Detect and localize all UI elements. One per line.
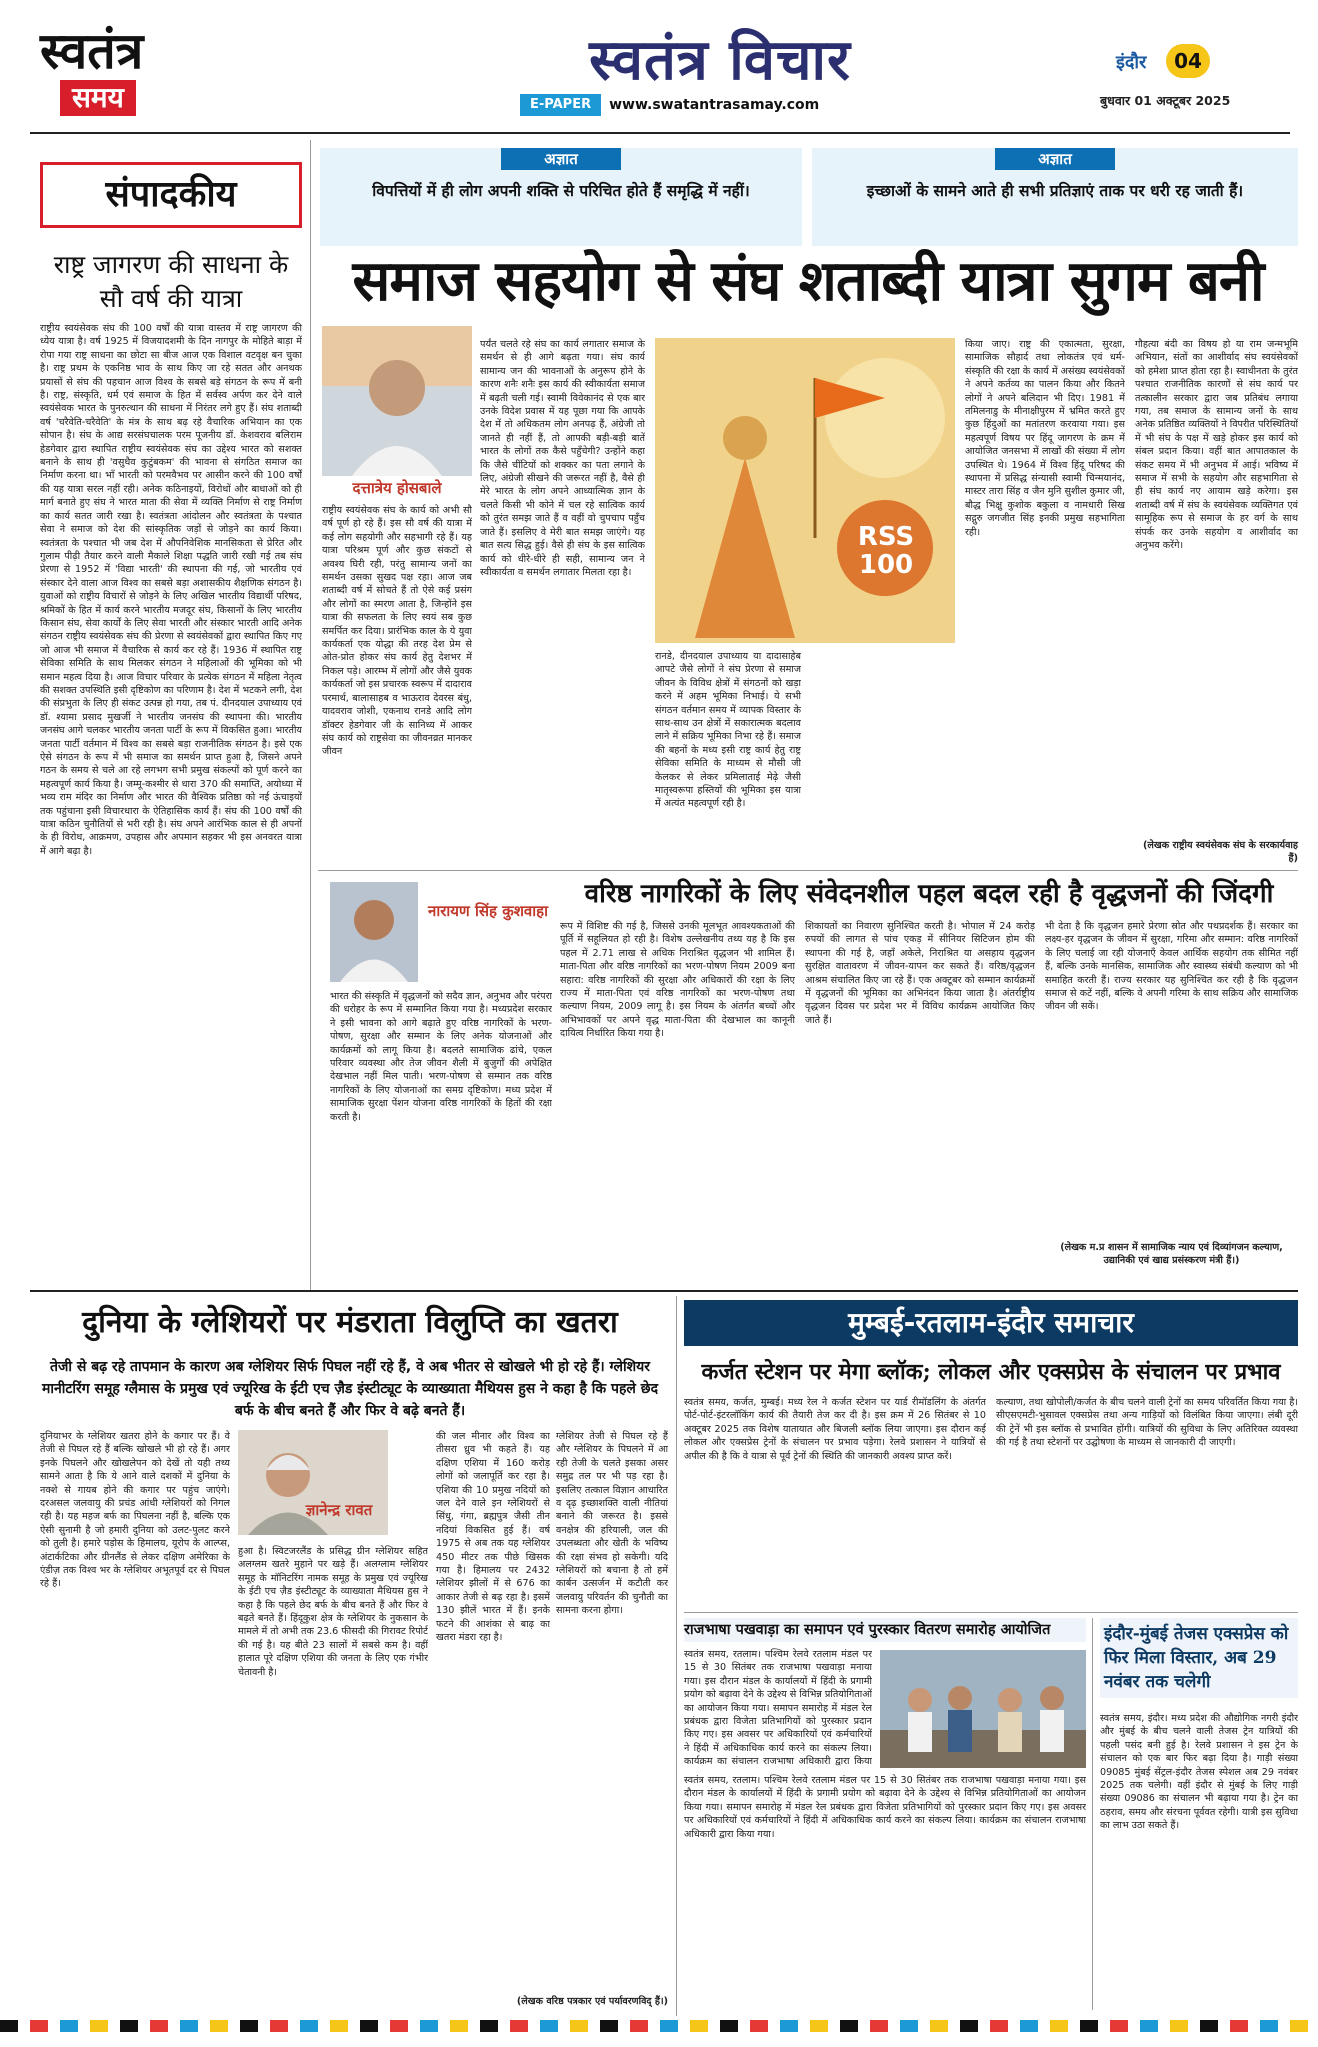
senior-text-4: भी देता है कि वृद्धजन हमारे प्रेरणा स्रोत और पथप्रदर्शक हैं। सरकार का लक्ष्य-हर वृद्धजन के जीवन में सुरक्षा, गरिमा और सम्मान: वरिष्ठ नागरिकों के लिए चलाई जा रही योजनाएँ केवल आर्थिक सहयोग तक सीमित नहीं हैं, बल्कि उनके मानसिक, सामाजिक और स्वास्थ्य संबंधी कल्याण को भी समाहित करती हैं। राज्य सरकार यह सुनिश्चित कर रही है कि वृद्धजन समाज से कटें नहीं, बल्कि वे अपनी गरिमा के साथ सक्रिय और सामाजिक जीवन जी सकें। [1045,921,1298,1013]
lead-divider [318,870,1298,871]
senior-text-2: रूप में विशिष्ट की गई है, जिससे उनकी मूलभूत आवश्यकताओं की पूर्ति में सहूलियत हो रही है। विशेष उल्लेखनीय तथ्य यह है कि इस पहल में 2.71 लाख से अधिक निराश्रित वृद्धजन भी शामिल हैं। माता-पिता और वरिष्ठ नागरिकों का भरण-पोषण नियम 2009 बना सहारा: वरिष्ठ नागरिकों की सुरक्षा और अधिकारों की रक्षा के लिए राज्य में माता-पिता एवं वरिष्ठ नागरिकों का भरण-पोषण तथा कल्याण नियम, 2009 लागू है। इस नियम के अंतर्गत बच्चों और अभिभावकों पर अपने वृद्ध माता-पिता की देखभाल का कानूनी दायित्व निर्धारित किया गया है। [560,921,795,1040]
lead-col-2 [480,338,645,864]
masthead [520,28,920,92]
event-photo-icon [880,1650,1086,1768]
lead-text-1: राष्ट्रीय स्वयंसेवक संघ के कार्य को अभी सौ वर्ष पूर्ण हो रहे हैं। इस सौ वर्ष की यात्रा में कई लोग सहयोगी और सहभागी रहे हैं। यह यात्रा परिश्रम पूर्ण और कुछ संकटों से अवश्य घिरी रही, परंतु सामान्य जनों का समर्थन उसका सुखद पक्ष रहा। आज जब शताब्दी वर्ष में सोचते हैं तो ऐसे कई प्रसंग और लोगों का स्मरण आता है, जिन्होंने इस यात्रा की सफलता के लिए स्वयं सब कुछ समर्पित कर दिया। प्रारंभिक काल के ये युवा कार्यकर्ता एक योद्धा की तरह देश प्रेम से ओत-प्रोत होकर संघ कार्य हेतु देशभर में निकल पड़े। आरम्भ में लोगों और जैसे युवक कार्यकर्ता जो इस प्रचारक स्वरूप में दादाराव परमार्थ, बालासाहब व भाऊराव देवरस बंधु, यादवराव जोशी, एकनाथ रानडे आदि लोग डॉक्टर हेडगेवार जी के सानिध्य में आकर संघ कार्य को राष्ट्रसेवा का जीवनव्रत मानकर जीवन [322,505,472,758]
editorial-text: राष्ट्रीय स्वयंसेवक संघ की 100 वर्षों की यात्रा वास्तव में राष्ट्र जागरण की ध्येय यात्रा है। वर्ष 1925 में विजयादशमी के दिन नागपुर के मोहिते बाड़ा में रोपा गया राष्ट्र साधना का छोटा सा बीज आज एक विशाल वटवृक्ष बन चुका है। राष्ट्र प्रथम के एकनिष्ठ भाव के साथ किए जा रहे सतत और अनथक प्रयासों से संघ की पहचान आज विश्व के सबसे बड़े संगठन के रूप में बनी है। राष्ट्र, संस्कृति, धर्म एवं समाज के हित में सर्वस्व अर्पण कर देने वाले स्वयंसेवक भारत के पुनरुत्थान की साधना में निरंतर लगे हुए हैं। संघ शताब्दी वर्ष 'चरैवेति-चरैवेति' के मंत्र के साथ बढ़ रहे वैचारिक अभियान का एक सोपान है। संघ के आद्य सरसंघचालक परम पूजनीय डॉ. केशवराव बलिराम हेडगेवार द्वारा स्थापित राष्ट्रीय स्वयंसेवक संघ का उद्देश्य भारत को सशक्त बनाने के साथ ही 'वसुधैव कुटुंबकम' की भावना से संगठित समाज का निर्माण करना था। भाँ भारती को परमवैभव पर आसीन करने की 100 वर्षों की यह यात्रा सरल नहीं रही। अनेक कठिनाइयों, विरोधों और बाधाओं को ही मार्ग बनाते हुए संघ ने भारत माता की सेवा में व्यक्ति निर्माण से राष्ट्र निर्माण का कार्य सतत जारी रखा है। स्वतंत्रता आंदोलन और स्वतंत्रता के पश्चात सेवा ने समाज को देश की सांस्कृतिक जड़ों से जोड़ने का कार्य किया। स्वतंत्रता के पश्चात भी जब देश में औपनिवेशिक मानसिकता से प्रेरित और गुलाम पीढ़ी तैयार करने वाली मैकाले शिक्षा पद्धति जारी रखी गई तब संघ प्रेरणा से 1952 में 'विद्या भारती' की स्थापना की गई, जो भारतीय एवं संस्कार देने वाला आज विश्व का सबसे बड़ा अशासकीय शैक्षणिक संगठन है। युवाओं को राष्ट्रीय विचारों से जोड़ने के लिए अखिल भारतीय विद्यार्थी परिषद, श्रमिकों के हित में कार्य करने भारतीय मजदूर संघ, किसानों के लिए भारतीय किसान संघ, सेवा कार्यों के लिए सेवा भारती और संस्कार भारती आदि अनेक संगठन राष्ट्रीय स्वयंसेवक संघ की प्रेरणा से स्वयंसेवकों द्वारा स्थापित किए गए जो आज भी समाज में वैचारिक से कार्य कर रहे हैं। 1936 में स्थापित राष्ट्र सेविका समिति के साथ मिलकर संगठन ने महिलाओं की भूमिका को भी समान महत्व दिया है। आज विचार परिवार के प्रत्येक संगठन में महिला नेतृत्व की सशक्त उपस्थिति इसी दृष्टिकोण का परिणाम है। देश में भटकने लगी, देश की संप्रभुता के लिए ही संकट उत्पन्न हो गया, तब पं. दीनदयाल उपाध्याय एवं डॉ. श्यामा प्रसाद मुखर्जी ने भारतीय जनसंघ की स्थापना की। भारतीय जनसंघ आगे चलकर भारतीय जनता पार्टी के रूप में विकसित हुआ। भारतीय जनता पार्टी वर्तमान में विश्व का सबसे बड़ा राजनीतिक संगठन है। इसे एक ऐसे संगठन के रूप में भी समाज का समर्थन प्राप्त हुआ है, जिसने अपने गठन के समय से चले आ रहे लगभग सभी प्रमुख संकल्पों को पूर्ण करने का महत्वपूर्ण कार्य किया है। जम्मू-कश्मीर से धारा 370 की समाप्ति, अयोध्या में भव्य राम मंदिर का निर्माण और भारत की वैश्विक प्रतिष्ठा को नई ऊंचाइयों तक पहुंचाना इसी विचारधारा के ऐतिहासिक कार्य हैं। संघ की 100 वर्षों की यात्रा कठिन चुनौतियों से भरी रही है। संघ अपने आरंभिक काल से ही अपनों के ही विरोध, आक्रमण, उपहास और अपमान सहकर भी इस अनवरत यात्रा में आगे बढ़ा है। [40,323,302,857]
glacier-col-1 [40,1430,230,2010]
glacier-text-3: की जल मीनार और विश्व का तीसरा ध्रुव भी कहते हैं। यह दक्षिण एशिया में 160 करोड़ लोगों को जलापूर्ति कर रहा है। एशिया की 10 प्रमुख नदियों को जल देने वाले इन ग्लेशियरों से सिंधु, गंगा, ब्रह्मपुत्र जैसी तीन नदियां विकसित हुई हैं। वर्ष 1975 से अब तक यह ग्लेशियर 450 मीटर तक पीछे खिसक गया है। हिमालय पर 2432 ग्लेशियर झीलों में से 676 का आकार तेजी से बढ़ रहा है। इसमें 130 झीलें भारत में हैं। इनके फटने की आशंका से बाढ़ का खतरा मंडरा रहा है। [436,1431,550,1644]
lead-col-5 [1135,338,1298,838]
rajbhasha-headline: राजभाषा पखवाड़ा का समापन एवं पुरस्कार वितरण समारोह आयोजित [684,1618,1086,1642]
rss-poster-text: RSS 100 [857,522,915,580]
tejas-body [1100,1712,1298,2010]
editorial-headline: राष्ट्र जागरण की साधना के सौ वर्ष की यात्रा [53,250,289,313]
glacier-col-2 [238,1545,428,2010]
masthead-sub [520,94,930,116]
editorial-divider [310,140,311,1290]
lead-col-1 [322,504,472,864]
newspaper-logo [40,22,190,132]
glacier-intro: तेजी से बढ़ रहे तापमान के कारण अब ग्लेशियर सिर्फ पिघल नहीं रहे हैं, वे अब भीतर से खोखले भी हो रहे हैं। ग्लेशियर मानीटरिंग समूह ग्लैमास के प्रमुख एवं ज्यूरिख के ईटी एच ज़ैड इंस्टीट्यूट के व्याख्याता मैथियस हुस ने कहा है कि पहले छेद बर्फ के बीच बनते हैं और फिर वे बढ़े बनते हैं। [41,1359,659,1419]
color-registration-strip [0,2020,1318,2032]
senior-author-photo [330,882,418,982]
quote-box-2 [812,148,1298,246]
logo-bottom: समय [60,80,136,116]
lead-text-5: गौहत्या बंदी का विषय हो या राम जन्मभूमि अभियान, संतों का आशीर्वाद संघ स्वयंसेवकों को हमेशा प्राप्त होता रहा है। स्वाधीनता के तुरंत पश्चात राजनीतिक कारणों से संघ कार्य पर तत्कालीन सरकार द्वारा जब प्रतिबंध लगाया गया, तब समाज के सामान्य जनों के साथ अनेक प्रतिष्ठित व्यक्तियों ने विपरीत परिस्थितियों में भी संघ के पक्ष में खड़े होकर इस कार्य को संबल प्रदान किया। वहीं बात आपातकाल के संकट समय में भी अनुभव में आई। भविष्य में समाज में सभी के सहयोग और सहभागिता से ही संघ कार्य नए आयाम खड़े करेगा। इस शताब्दी वर्ष में संघ के स्वयंसेवक व्यक्तिगत एवं सामूहिक रूप से समाज के हर वर्ग के साथ संपर्क कर उनके सहयोग व आशीर्वाद का अनुभव करेंगे। [1135,339,1298,552]
rajbhasha-text: स्वतंत्र समय, रतलाम। पश्चिम रेलवे रतलाम मंडल पर 15 से 30 सितंबर तक राजभाषा पखवाड़ा मनाया गया। इस दौरान मंडल के कार्यालयों में हिंदी के प्रगामी प्रयोग को बढ़ावा देने के उद्देश्य से विभिन्न प्रतियोगिताओं का आयोजन किया गया। समापन समारोह में मंडल रेल प्रबंधक द्वारा विजेता प्रतिभागियों को पुरस्कार प्रदान किए गए। इस अवसर पर अधिकारियों एवं कर्मचारियों ने हिंदी में अधिकाधिक कार्य करने का संकल्प लिया। कार्यक्रम का संचालन राजभाषा अधिकारी द्वारा किया [684,1649,872,1768]
senior-col-2 [560,920,795,1278]
senior-col-1 [330,990,552,1278]
editorial-section-title: संपादकीय [40,162,302,228]
glacier-credit: (लेखक वरिष्ठ पत्रकार एवं पर्यावरणविद् हैं।) [516,1996,668,2007]
glacier-text-2: हुआ है। स्विटजरलैंड के प्रसिद्ध ग्रीन ग्लेशियर सहित अलग्लम खतरे मुहाने पर खड़े हैं। अलग्लाम ग्लेशियर समूह के मॉनिटरिंग नामक समूह के प्रमुख एवं ज्यूरिख के ईटी एच ज़ैड इंस्टीट्यूट के व्याख्याता मैथियस हुस ने कहा है कि पहले छेद बर्फ के बीच बनते हैं और फिर वे बढ़ते बनते हैं। हिंदूकुश क्षेत्र के ग्लेशियर के नुकसान के मामले में तो अभी तक 23.6 फीसदी की गिरावट रिपोर्ट की गई है। यह बीते 23 सालों में सबसे कम है। वहीं हालात पूरे दक्षिण एशिया की जनता के लिए एक गंभीर चेतावनी है। [238,1546,428,1678]
rajbhasha-photo [880,1650,1086,1768]
rajbhasha-col-2 [684,1774,1086,2010]
tejas-headline: इंदौर-मुंबई तेजस एक्सप्रेस को फिर मिला विस्तार, अब 29 नवंबर तक चलेगी [1100,1618,1298,1698]
page-number: 04 [1166,44,1210,78]
quote-tag-1: अज्ञात [501,148,621,170]
senior-col-4 [1045,920,1298,1238]
rail-headline: कर्जत स्टेशन पर मेगा ब्लॉक; लोकल और एक्सप्रेस के संचालन पर प्रभाव [701,1359,1281,1385]
rail-col-2 [996,1396,1298,1608]
person-icon [322,326,472,476]
bottom-divider [676,1296,677,2016]
person-icon [330,882,418,982]
rss-poster [655,338,955,643]
quote-tag-2: अज्ञात [995,148,1115,170]
lead-headline: समाज सहयोग से संघ शताब्दी यात्रा सुगम बनी [352,248,1264,314]
logo-top: स्वतंत्र [40,21,144,80]
quote-text-2: इच्छाओं के सामने आते ही सभी प्रतिज्ञाएं ताक पर धरी रह जाती हैं। [866,182,1244,200]
glacier-col-4 [556,1430,668,1990]
glacier-col-3 [436,1430,550,2010]
rss-poster-image [655,338,955,643]
header-divider [30,132,1290,134]
lead-col-4 [965,338,1125,864]
quote-text-1: विपत्तियों में ही लोग अपनी शक्ति से परिचित होते हैं समृद्धि में नहीं। [372,182,750,200]
glacier-text-1: दुनियाभर के ग्लेशियर खतरा होने के कगार पर हैं। वे तेजी से पिघल रहे हैं बल्कि खोखले भी हो रहे हैं। अगर इनके पिघलने और खोखलेपन को देखें तो यही तथ्य सामने आता है कि ये आने वाले दशकों में दुनिया के नक्शे से गायब होने की कगार पर पहुंच जाएंगे। दरअसल जलवायु की प्रचंड आंधी ग्लेशियरों को निगल रही है। यह महज बर्फ का पिघलना नहीं है, बल्कि एक ऐसी सुनामी है जो हमारी दुनिया को उलट-पुलट करने को तुली है। हमारे पड़ोस के हिमालय, यूरोप के आल्प्स, अंटार्कटिका और ग्रीनलैंड से लेकर दक्षिण अमेरिका के एंडीज़ तक विश्व भर के ग्लेशियर अभूतपूर्व दर से पिघल रहे हैं। [40,1431,230,1590]
dateline: बुधवार 01 अक्टूबर 2025 [1100,93,1231,108]
site-url[interactable]: www.swatantrasamay.com [609,97,820,113]
glacier-text-4: ग्लेशियर तेजी से पिघल रहे हैं और ग्लेशियर के पिघलने में आ रही तेजी के चलते इसका असर समुद्र तल पर भी पड़ रहा है। इसलिए तत्काल विज्ञान आधारित व दृढ़ इच्छाशक्ति वाली नीतियां बनाने की जरूरत है। इससे वनक्षेत्र की हरियाली, जल की उपलब्धता और खेती के भविष्य की रक्षा संभव हो सकेगी। यदि ग्लेशियरों को बचाना है तो हमें कार्बन उत्सर्जन में कटौती कर जलवायु परिवर्तन की चुनौती का सामना करना होगा। [556,1431,668,1617]
lead-text-4: किया जाए। राष्ट्र की एकात्मता, सुरक्षा, सामाजिक सौहार्द तथा लोकतंत्र एवं धर्म-संस्कृति की रक्षा के कार्य में असंख्य स्वयंसेवकों ने अपने कर्तव्य का पालन किया और कितने लोगों ने अपने बलिदान भी दिए। 1981 में तमिलनाडु के मीनाक्षीपुरम में भ्रमित करते हुए कुछ हिंदुओं का मतांतरण करवाया गया। इस महत्वपूर्ण विषय पर हिंदू जागरण के क्रम में आयोजित जनसभा में लाखों की संख्या में लोग उपस्थित थे। 1964 में विश्व हिंदू परिषद की स्थापना में प्रसिद्ध संन्यासी स्वामी चिन्मयानंद, मास्टर तारा सिंह व जैन मुनि सुशील कुमार जी, बौद्ध भिक्षु कुशोक बकुला व नामधारी सिख सद्गुरु जगजीत सिंह इनकी प्रमुख सहभागिता रही। [965,339,1125,538]
lead-author-name: दत्तात्रेय होसबाले [352,479,442,497]
rajbhasha-col-1 [684,1648,872,1768]
senior-headline: वरिष्ठ नागरिकों के लिए संवेदनशील पहल बदल रही है वृद्धजनों की जिंदगी [584,879,1274,909]
city-label: इंदौर [1116,52,1147,73]
lead-author-photo [322,326,472,476]
senior-col-3 [805,920,1035,1278]
rail-col-1 [684,1396,986,1608]
lead-credit: (लेखक राष्ट्रीय स्वयंसेवक संघ के सरकार्यवाह हैं) [1143,840,1298,864]
masthead-title: स्वतंत्र विचार [589,27,851,93]
senior-credit: (लेखक म.प्र शासन में सामाजिक न्याय एवं दिव्यांगजन कल्याण, उद्यानिकी एवं खाद्य प्रसंस्करण मंत्री हैं।) [1060,1242,1283,1266]
senior-text-3: शिकायतों का निवारण सुनिश्चित करती है। भोपाल में 24 करोड़ रुपयों की लागत से पांच एकड़ में सीनियर सिटिजन होम की स्थापना की गई है, जहाँ अकेले, निराश्रित या असहाय वृद्धजन सुरक्षित वातावरण में जीवन-यापन कर सकते हैं। वरिष्ठ/वृद्धजन आश्रम संचालित किए जा रहे हैं। एक अक्टूबर को सम्मान कार्यक्रमों में वृद्धजनों की भूमिका का अभिनंदन किया जाता है। अंतर्राष्ट्रीय वृद्धजन दिवस पर प्रदेश भर में विविध कार्यक्रम आयोजित किए जाते हैं। [805,921,1035,1026]
glacier-headline: दुनिया के ग्लेशियरों पर मंडराता विलुप्ति का खतरा [82,1305,618,1340]
editorial-body [40,322,302,1284]
senior-author-name: नारायण सिंह कुशवाहा [428,902,549,920]
quote-box-1 [320,148,802,246]
section-divider [30,1290,1298,1292]
local-divider [684,1612,1298,1613]
lead-col-3 [655,650,801,864]
glacier-author-name: ज्ञानेन्द्र रावत [305,1501,373,1519]
local-vdivider [1092,1618,1093,2010]
lead-text-3: रानडे, दीनदयाल उपाध्याय या दादासाहेब आपटे जैसे लोगों ने संघ प्रेरणा से समाज जीवन के विविध क्षेत्रों में संगठनों को खड़ा करने में अहम भूमिका निभाई। ये सभी संगठन वर्तमान समय में व्यापक विस्तार के साथ-साथ उन क्षेत्रों में सकारात्मक बदलाव लाने में सक्रिय भूमिका निभा रहे हैं। समाज की बहनों के मध्य इसी राष्ट्र कार्य हेतु राष्ट्र सेविका समिति के माध्यम से मौसी जी केलकर से लेकर प्रमिलाताई मेढ़े जैसी मातृस्वरूपा हस्तियों की भूमिका इस यात्रा में अत्यंत महत्वपूर्ण रही है। [655,651,801,810]
tejas-text: स्वतंत्र समय, इंदौर। मध्य प्रदेश की औद्योगिक नगरी इंदौर और मुंबई के बीच चलने वाली तेजस ट्रेन यात्रियों की पहली पसंद बनी हुई है। रेलवे प्रशासन ने इस ट्रेन के संचालन को एक बार फिर बढ़ा दिया है। गाड़ी संख्या 09085 मुंबई सेंट्रल-इंदौर तेजस स्पेशल अब 29 नवंबर 2025 तक चलेगी। वहीं इंदौर से मुंबई के लिए गाड़ी संख्या 09086 का संचालन भी बढ़ाया गया है। ट्रेन का ठहराव, समय और संरचना पूर्ववत रहेगी। यात्री इस सुविधा का लाभ उठा सकते हैं। [1100,1713,1298,1832]
senior-text-1: भारत की संस्कृति में वृद्धजनों को सदैव ज्ञान, अनुभव और परंपरा की धरोहर के रूप में सम्मानित किया गया है। मध्यप्रदेश सरकार ने इसी भावना को आगे बढ़ाते हुए वरिष्ठ नागरिकों के भरण-पोषण, सुरक्षा और सम्मान के लिए अनेक योजनाओं और कार्यक्रमों को लागू किया है। बदलते सामाजिक ढांचे, एकल परिवार व्यवस्था और तेज जीवन शैली में बुजुर्गों की अपेक्षित देखभाल नहीं मिल पाती। भरण-पोषण से सम्मान तक वरिष्ठ नागरिकों के लिए योजनाओं का समग्र दृष्टिकोण। मध्य प्रदेश में सामाजिक सुरक्षा पेंशन योजना वरिष्ठ नागरिकों के हितों की रक्षा करती है। [330,991,552,1123]
epaper-badge: E-PAPER [520,94,601,116]
lead-text-2: पर्यंत चलते रहे संघ का कार्य लगातार समाज के समर्थन से ही आगे बढ़ता गया। संघ कार्य सामान्य जन की भावनाओं के अनुरूप होने के कारण शनैः शनैः इस कार्य की स्वीकार्यता समाज में बढ़ती चली गई। स्वामी विवेकानंद से एक बार उनके विदेश प्रवास में यह पूछा गया कि आपके देश में तो अधिकतम लोग अनपढ़ हैं, अंग्रेजी तो जानते ही नहीं हैं, तो आपकी बड़ी-बड़ी बातें भारत के लोगों तक कैसे पहुँचेगी? उन्होंने कहा कि जैसे चींटियों को शक्कर का पता लगाने के लिए, अंग्रेजी सीखने की जरूरत नहीं है, वैसे ही मेरे भारत के लोग अपने आध्यात्मिक ज्ञान के चलते किसी भी कोने में चल रहे सात्विक कार्य को तुरंत समझ जाते हैं व वहीं वो चुपचाप पहुँच जाते हैं। इसलिए वे मेरी बात समझ जाएंगे। यह बात सत्य सिद्ध हुई। वैसे ही संघ के इस सात्विक कार्य को धीरे-धीरे ही सही, सामान्य जन ने स्वीकार्यता व समर्थन लगातार मिलता रहा है। [480,339,645,578]
local-news-bar: मुम्बई-रतलाम-इंदौर समाचार [684,1300,1298,1346]
rajbhasha-text-cont: स्वतंत्र समय, रतलाम। पश्चिम रेलवे रतलाम मंडल पर 15 से 30 सितंबर तक राजभाषा पखवाड़ा मनाया गया। इस दौरान मंडल के कार्यालयों में हिंदी के प्रगामी प्रयोग को बढ़ावा देने के उद्देश्य से विभिन्न प्रतियोगिताओं का आयोजन किया गया। समापन समारोह में मंडल रेल प्रबंधक द्वारा विजेता प्रतिभागियों को पुरस्कार प्रदान किए गए। इस अवसर पर अधिकारियों एवं कर्मचारियों ने हिंदी में अधिकाधिक कार्य करने का संकल्प लिया। कार्यक्रम का संचालन राजभाषा अधिकारी द्वारा किया गया। [684,1775,1086,1840]
rail-text-2: कल्याण, तथा खोपोली/कर्जत के बीच चलने वाली ट्रेनों का समय परिवर्तित किया गया है। सीएसएमटी-भुसावल एक्सप्रेस तथा अन्य गाड़ियों को विलंबित किया जाएगा। लंबी दूरी की ट्रेनें भी इस ब्लॉक से प्रभावित होंगी। यात्रियों की सुविधा के लिए अतिरिक्त व्यवस्था की गई है तथा स्टेशनों पर उद्घोषणा के माध्यम से जानकारी दी जाएगी। [996,1397,1298,1449]
rail-text-1: स्वतंत्र समय, कर्जत, मुम्बई। मध्य रेल ने कर्जत स्टेशन पर यार्ड रीमॉडलिंग के अंतर्गत पोर्ट-पोर्ट-इंटरलॉकिंग कार्य की तैयारी तेज कर दी है। इस क्रम में 26 सितंबर से 10 अक्टूबर 2025 तक विशेष यातायात और बिजली ब्लॉक लिया जाएगा। इस दौरान कई लोकल और एक्सप्रेस ट्रेनों के संचालन पर प्रभाव पड़ेगा। रेलवे प्रशासन ने यात्रियों से अपील की है कि वे यात्रा से पूर्व ट्रेनों की स्थिति की जानकारी अवश्य प्राप्त करें। [684,1397,986,1462]
